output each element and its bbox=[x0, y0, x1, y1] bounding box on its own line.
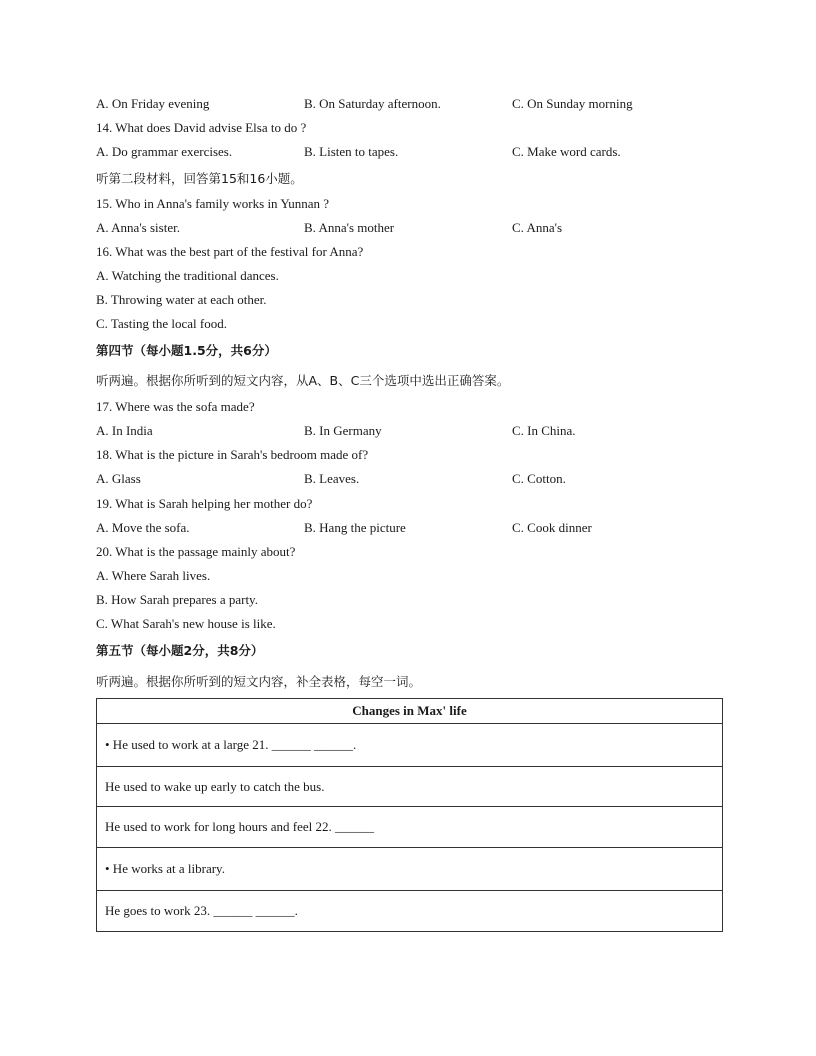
q17-option-b: B. In Germany bbox=[304, 423, 382, 438]
q14-question: 14. What does David advise Elsa to do ? bbox=[96, 120, 307, 135]
section5-instruction: 听两遍。根据你所听到的短文内容，补全表格，每空一词。 bbox=[96, 674, 422, 689]
q15-option-b: B. Anna's mother bbox=[304, 220, 395, 235]
section4-instruction: 听两遍。根据你所听到的短文内容，从A、B、C三个选项中选出正确答案。 bbox=[96, 373, 510, 388]
q15-question: 15. Who in Anna's family works in Yunnan ? bbox=[96, 196, 330, 211]
table-cell-22: He used to work for long hours and feel 22. ______ bbox=[97, 807, 723, 848]
q14-option-b: B. Listen to tapes. bbox=[304, 144, 399, 159]
q16-question: 16. What was the best part of the festival for Anna? bbox=[96, 244, 364, 259]
q20-option-b: B. How Sarah prepares a party. bbox=[96, 592, 258, 607]
q17-question: 17. Where was the sofa made? bbox=[96, 399, 255, 414]
table-row bbox=[97, 807, 723, 848]
q20-option-a: A. Where Sarah lives. bbox=[96, 568, 211, 583]
q19-question: 19. What is Sarah helping her mother do? bbox=[96, 496, 313, 511]
q13-option-a: A. On Friday evening bbox=[96, 96, 210, 111]
q17-option-c: C. In China. bbox=[512, 423, 576, 438]
q13-options bbox=[96, 95, 726, 113]
q15-option-a: A. Anna's sister. bbox=[96, 220, 180, 235]
q19-option-c: C. Cook dinner bbox=[512, 520, 592, 535]
table-cell-library: • He works at a library. bbox=[97, 848, 723, 891]
q18-option-c: C. Cotton. bbox=[512, 471, 566, 486]
section2-instruction: 听第二段材料，回答第15和16小题。 bbox=[96, 171, 303, 186]
changes-table bbox=[96, 698, 723, 932]
table-row bbox=[97, 891, 723, 932]
table-row bbox=[97, 848, 723, 891]
table-header-row bbox=[97, 699, 723, 724]
table-row bbox=[97, 724, 723, 767]
table-cell-wake-up: He used to wake up early to catch the bus. bbox=[97, 767, 723, 807]
q15-option-c: C. Anna's bbox=[512, 220, 563, 235]
q18-options bbox=[96, 470, 726, 488]
q18-option-b: B. Leaves. bbox=[304, 471, 360, 486]
q20-question: 20. What is the passage mainly about? bbox=[96, 544, 296, 559]
section4-heading: 第四节（每小题1.5分，共6分） bbox=[96, 343, 277, 358]
q19-option-b: B. Hang the picture bbox=[304, 520, 406, 535]
q13-option-b: B. On Saturday afternoon. bbox=[304, 96, 441, 111]
q17-options bbox=[96, 422, 726, 440]
q14-options bbox=[96, 143, 726, 161]
q13-option-c: C. On Sunday morning bbox=[512, 96, 633, 111]
q18-question: 18. What is the picture in Sarah's bedroom made of? bbox=[96, 447, 369, 462]
q14-option-a: A. Do grammar exercises. bbox=[96, 144, 233, 159]
q14-option-c: C. Make word cards. bbox=[512, 144, 621, 159]
q19-options bbox=[96, 519, 726, 537]
q19-option-a: A. Move the sofa. bbox=[96, 520, 190, 535]
q18-option-a: A. Glass bbox=[96, 471, 141, 486]
q16-option-a: A. Watching the traditional dances. bbox=[96, 268, 279, 283]
q17-option-a: A. In India bbox=[96, 423, 153, 438]
table-title: Changes in Max' life bbox=[97, 699, 723, 724]
q16-option-c: C. Tasting the local food. bbox=[96, 316, 227, 331]
q16-option-b: B. Throwing water at each other. bbox=[96, 292, 267, 307]
q15-options bbox=[96, 219, 726, 237]
q20-option-c: C. What Sarah's new house is like. bbox=[96, 616, 276, 631]
table-cell-23: He goes to work 23. ______ ______. bbox=[97, 891, 723, 932]
table-row bbox=[97, 767, 723, 807]
table-cell-21: • He used to work at a large 21. ______ ______. bbox=[97, 724, 723, 767]
section5-heading: 第五节（每小题2分，共8分） bbox=[96, 643, 264, 658]
